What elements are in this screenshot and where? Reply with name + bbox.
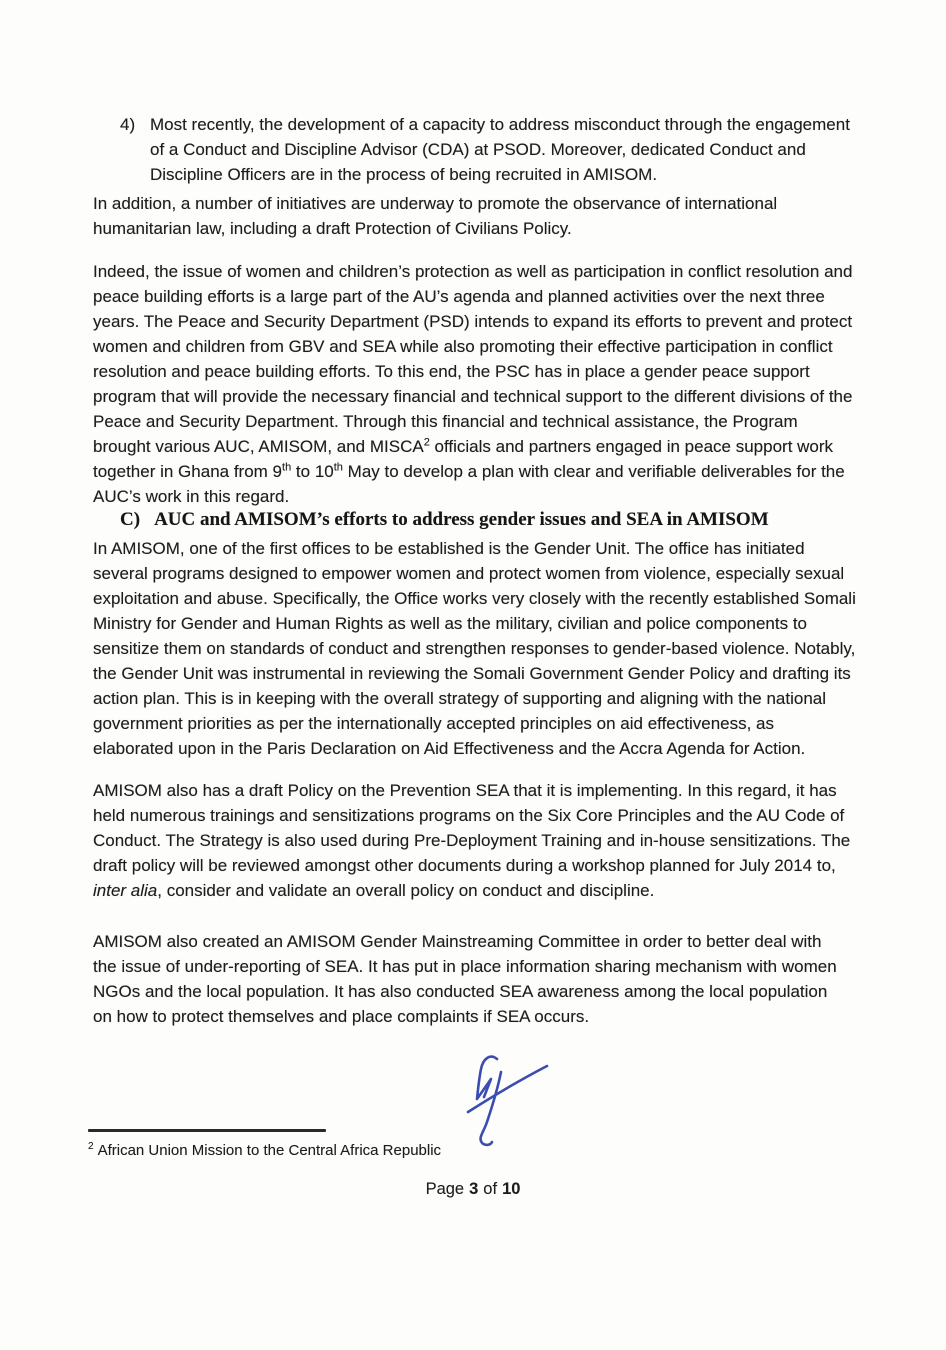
signature [450,1042,560,1154]
paragraph-draft-policy [93,778,859,903]
paragraph-draft-policy-seg-0: AMISOM also has a draft Policy on the Prevention SEA that it is implementing. In this regard, it has held numerous trainings and sensitizations programs on the Six Core Principles and the AU Code of Conduct. The Strategy is also used during Pre-Deployment Training and in-house sensitizations. The draft policy will be reviewed amongst other documents during a workshop planned for July 2014 to, [93,781,851,875]
paragraph-gender-unit: In AMISOM, one of the first offices to be established is the Gender Unit. The office has initiated several programs designed to empower women and protect women from violence, especially sexual exploitation and abuse. Specifically, the Office works very closely with the recently established Somali Ministry for Gender and Human Rights as well as the military, civilian and police components to sensitize them on standards of conduct and strengthen responses to gender-based violence. Notably, the Gender Unit was instrumental in reviewing the Somali Government Gender Policy and drafting its action plan. This is in keeping with the overall strategy of supporting and aligning with the national government priorities as per the internationally accepted principles on aid effectiveness, as elaborated upon in the Paris Declaration on Aid Effectiveness and the Accra Agenda for Action. [93,539,856,758]
list-item-4-text: Most recently, the development of a capacity to address misconduct through the engagement of a Conduct and Discipline Advisor (CDA) at PSOD. Moreover, dedicated Conduct and Discipline Officers are in the process of being recruited in AMISOM. [150,115,850,184]
page-number: 3 [469,1180,479,1198]
page-footer-text [426,1180,521,1199]
inter-alia-italic: inter alia [93,881,158,900]
paragraph-indeed-seg-0: Indeed, the issue of women and children’s protection as well as participation in conflict resolution and peace building efforts is a large part of the AU’s agenda and planned activities over the next three years. The Peace and Security Department (PSD) intends to expand its efforts to prevent and protect women and children from GBV and SEA while also promoting their effective participation in conflict resolution and peace building efforts. To this end, the PSC has in place a gender peace support program that will provide the necessary financial and technical support to the different divisions of the Peace and Security Department. Through this financial and technical assistance, the Program brought various AUC, AMISOM, and MISCA [93,262,853,456]
ordinal-9th-sup: th [282,461,292,474]
paragraph-indeed [93,259,859,509]
list-item-4 [120,112,850,187]
paragraph-mainstreaming: AMISOM also created an AMISOM Gender Mainstreaming Committee in order to better deal with the issue of under-reporting of SEA. It has put in place information sharing mechanism with women NGOs and the local population. It has also conducted SEA awareness among the local population on how to protect themselves and place complaints if SEA occurs. [93,932,837,1026]
paragraph-draft-policy-seg-2: , consider and validate an overall policy on conduct and discipline. [157,881,655,900]
footnote-marker: 2 [88,1141,94,1152]
paragraph-indeed-seg-6: May to develop a plan with clear and verifiable deliverables for the AUC’s work in this regard. [93,462,845,506]
ordinal-10th-sup: th [333,461,343,474]
signature-ink [450,1042,560,1154]
page-footer-of: of [483,1180,498,1198]
section-heading-c-text: AUC and AMISOM’s efforts to address gender issues and SEA in AMISOM [154,509,769,530]
section-heading-c [120,509,769,531]
section-heading-c-marker: C) [120,509,141,530]
footnote-ref-misca: 2 [423,436,430,449]
paragraph-indeed-seg-4: to 10 [291,462,334,481]
paragraph-indeed-seg-2: officials and partners engaged in peace support work together in Ghana from 9 [93,437,834,481]
page-footer-prefix: Page [425,1180,465,1198]
footnote-separator [88,1129,326,1132]
paragraph-in-addition: In addition, a number of initiatives are underway to promote the observance of international humanitarian law, including a draft Protection of Civilians Policy. [93,194,778,238]
page-footer [0,1180,946,1199]
footnote [88,1140,441,1162]
footnote-text: African Union Mission to the Central Africa Republic [97,1142,442,1159]
list-item-4-marker: 4) [120,115,136,134]
page-total: 10 [502,1180,521,1198]
